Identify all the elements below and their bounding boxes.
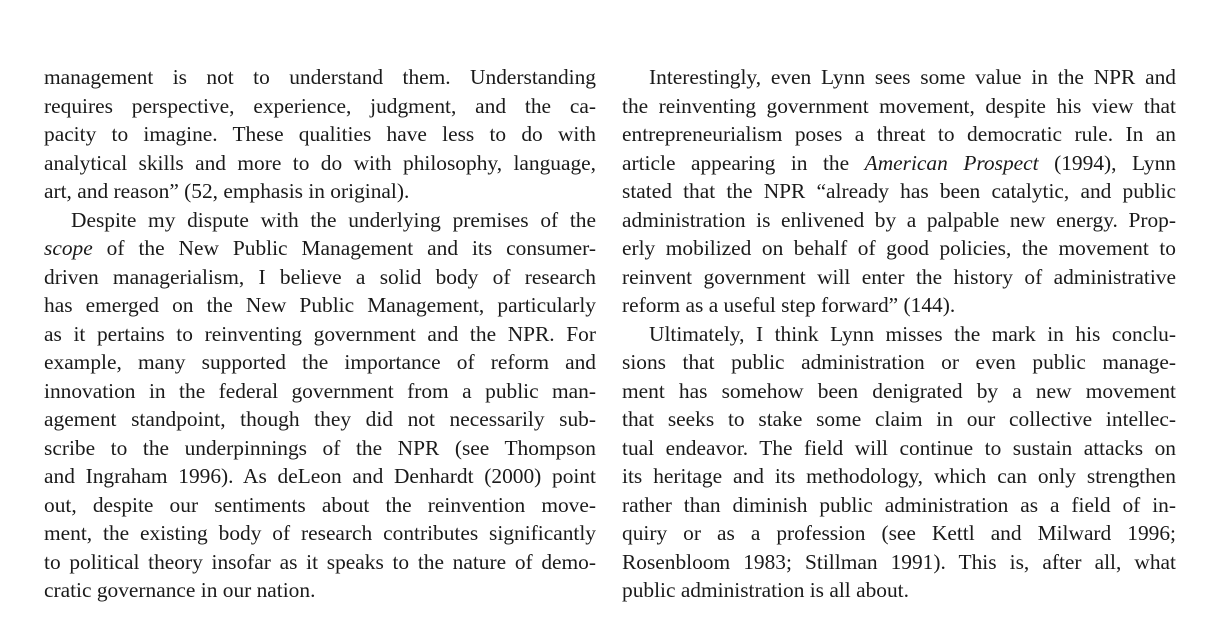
text-line: scribe to the underpinnings of the NPR (see Thompson — [44, 435, 596, 460]
text-line: agement standpoint, though they did not necessarily sub- — [44, 407, 596, 431]
text-line: sions that public administration or even public manage- — [622, 350, 1176, 374]
text-line: Ultimately, I think Lynn misses the mark in his conclu- — [649, 321, 1176, 346]
text-line: entrepreneurialism poses a threat to democratic rule. In an — [622, 122, 1176, 146]
text-line: quiry or as a profession (see Kettl and Milward 1996; — [622, 521, 1176, 545]
right-paragraph-2 — [622, 320, 1176, 605]
text-line-mixed — [44, 234, 596, 263]
text-segment: (1994), Lynn — [1038, 150, 1176, 175]
left-paragraph-2 — [44, 206, 596, 605]
text-line: has emerged on the New Public Management, particularly — [44, 293, 596, 317]
text-line: management is not to understand them. Understanding — [44, 65, 596, 89]
text-line: stated that the NPR “already has been catalytic, and public — [622, 179, 1176, 203]
left-paragraph-1 — [44, 63, 596, 206]
text-line: reform as a useful step forward” (144). — [622, 293, 956, 317]
text-line: that seeks to stake some claim in our collective intellec- — [622, 407, 1176, 431]
text-line: example, many supported the importance of reform and — [44, 350, 596, 374]
text-line: pacity to imagine. These qualities have less to do with — [44, 122, 596, 146]
text-line: to political theory insofar as it speaks to the nature of demo- — [44, 549, 596, 574]
text-segment: article appearing in the — [622, 150, 865, 175]
text-line: reinvent government will enter the history of administrative — [622, 264, 1176, 289]
text-line: Rosenbloom 1983; Stillman 1991). This is, after all, what — [622, 549, 1176, 574]
text-line: analytical skills and more to do with philosophy, language, — [44, 150, 596, 175]
text-line: innovation in the federal government from a public man- — [44, 378, 596, 403]
text-line: public administration is all about. — [622, 578, 909, 602]
text-line: and Ingraham 1996). As deLeon and Denhardt (2000) point — [44, 464, 596, 488]
text-line: the reinventing government movement, despite his view that — [622, 93, 1176, 118]
left-column — [44, 63, 596, 605]
text-line: art, and reason” (52, emphasis in original). — [44, 179, 410, 203]
text-line-mixed — [622, 149, 1176, 178]
text-line: Despite my dispute with the underlying premises of the — [71, 207, 596, 232]
text-line: tual endeavor. The field will continue to sustain attacks on — [622, 435, 1176, 460]
text-line: ment has somehow been denigrated by a new movement — [622, 378, 1176, 403]
text-line: out, despite our sentiments about the reinvention move- — [44, 492, 596, 517]
text-segment: of the New Public Management and its consumer- — [92, 236, 596, 260]
text-line: driven managerialism, I believe a solid body of research — [44, 264, 596, 289]
text-line: Interestingly, even Lynn sees some value in the NPR and — [649, 65, 1176, 89]
italic-term: scope — [44, 236, 93, 260]
right-paragraph-1 — [622, 63, 1176, 320]
text-line: as it pertains to reinventing government and the NPR. For — [44, 321, 596, 346]
text-line: erly mobilized on behalf of good policies, the movement to — [622, 236, 1176, 260]
text-line: requires perspective, experience, judgment, and the ca- — [44, 93, 596, 118]
text-line: ment, the existing body of research contributes significantly — [44, 521, 596, 545]
right-column — [622, 63, 1176, 605]
text-line: its heritage and its methodology, which can only strengthen — [622, 464, 1176, 488]
text-line: administration is enlivened by a palpable new energy. Prop- — [622, 207, 1176, 232]
italic-title: American Prospect — [864, 150, 1039, 175]
text-line: rather than diminish public administration as a field of in- — [622, 492, 1176, 517]
text-line: cratic governance in our nation. — [44, 578, 316, 602]
